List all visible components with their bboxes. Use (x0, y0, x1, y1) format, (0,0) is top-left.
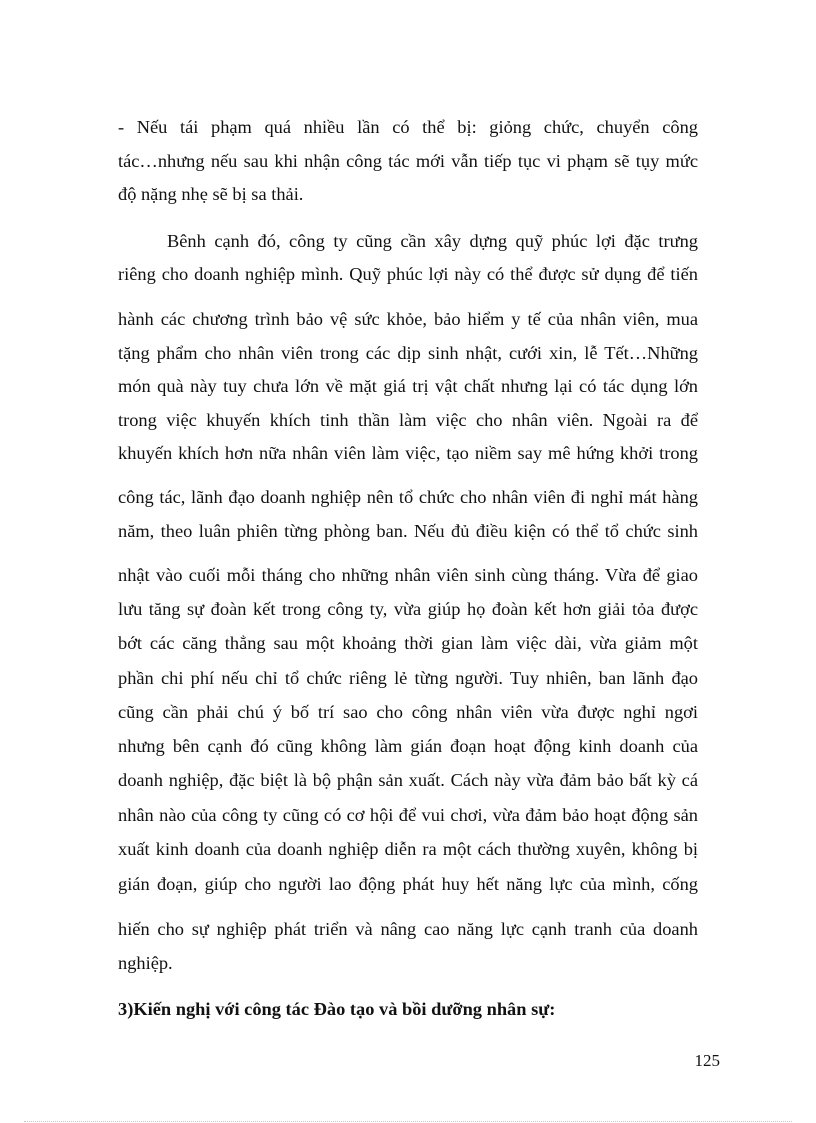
text-line: gián đoạn, giúp cho người lao động phát huy hết năng lực của mình, cống (118, 874, 698, 894)
text-line: nhưng bên cạnh đó cũng không làm gián đoạn hoạt động kinh doanh của (118, 736, 698, 756)
text-line: cũng cần phải chú ý bố trí sao cho công nhân viên vừa được nghỉ ngơi (118, 702, 698, 722)
text-line: trong việc khuyến khích tinh thần làm việc cho nhân viên. Ngoài ra để (118, 410, 698, 430)
text-line: bớt các căng thẳng sau một khoảng thời gian làm việc dài, vừa giảm một (118, 633, 698, 653)
page-number: 125 (694, 1051, 720, 1070)
text-line: hành các chương trình bảo vệ sức khỏe, bảo hiểm y tế của nhân viên, mua (118, 309, 698, 329)
text-line: lưu tăng sự đoàn kết trong công ty, vừa giúp họ đoàn kết hơn giải tỏa được (118, 599, 698, 619)
text-line: tặng phẩm cho nhân viên trong các dịp sinh nhật, cưới xin, lễ Tết…Những (118, 343, 698, 363)
text-line: món quà này tuy chưa lớn về mặt giá trị vật chất nhưng lại có tác dụng lớn (118, 376, 698, 396)
text-line: độ nặng nhẹ sẽ bị sa thải. (118, 184, 304, 204)
text-line: phần chi phí nếu chỉ tổ chức riêng lẻ từng người. Tuy nhiên, ban lãnh đạo (118, 668, 698, 688)
text-line: năm, theo luân phiên từng phòng ban. Nếu đủ điều kiện có thể tổ chức sinh (118, 521, 698, 541)
text-line: doanh nghiệp, đặc biệt là bộ phận sản xuất. Cách này vừa đảm bảo bất kỳ cá (118, 770, 698, 790)
text-line: nghiệp. (118, 953, 173, 973)
text-line: khuyến khích hơn nữa nhân viên làm việc, tạo niềm say mê hứng khởi trong (118, 443, 698, 463)
text-line: tác…nhưng nếu sau khi nhận công tác mới vẫn tiếp tục vi phạm sẽ tụy mức (118, 151, 698, 171)
text-line: xuất kinh doanh của doanh nghiệp diễn ra một cách thường xuyên, không bị (118, 839, 698, 859)
text-line: - Nếu tái phạm quá nhiều lần có thể bị: giỏng chức, chuyển công (118, 117, 698, 137)
text-line: hiến cho sự nghiệp phát triển và nâng cao năng lực cạnh tranh của doanh (118, 919, 698, 939)
text-line: nhật vào cuối mỗi tháng cho những nhân viên sinh cùng tháng. Vừa để giao (118, 565, 698, 585)
text-line: riêng cho doanh nghiệp mình. Quỹ phúc lợi này có thể được sử dụng để tiến (118, 264, 698, 284)
section-heading: 3)Kiến nghị với công tác Đào tạo và bồi dưỡng nhân sự: (118, 999, 556, 1019)
text-line: công tác, lãnh đạo doanh nghiệp nên tổ chức cho nhân viên đi nghỉ mát hàng (118, 487, 698, 507)
text-line: nhân nào của công ty cũng có cơ hội để vui chơi, vừa đảm bảo hoạt động sản (118, 805, 698, 825)
paragraph-first-line: Bênh cạnh đó, công ty cũng cần xây dựng quỹ phúc lợi đặc trưng (167, 231, 698, 251)
page-bottom-divider (24, 1121, 792, 1122)
